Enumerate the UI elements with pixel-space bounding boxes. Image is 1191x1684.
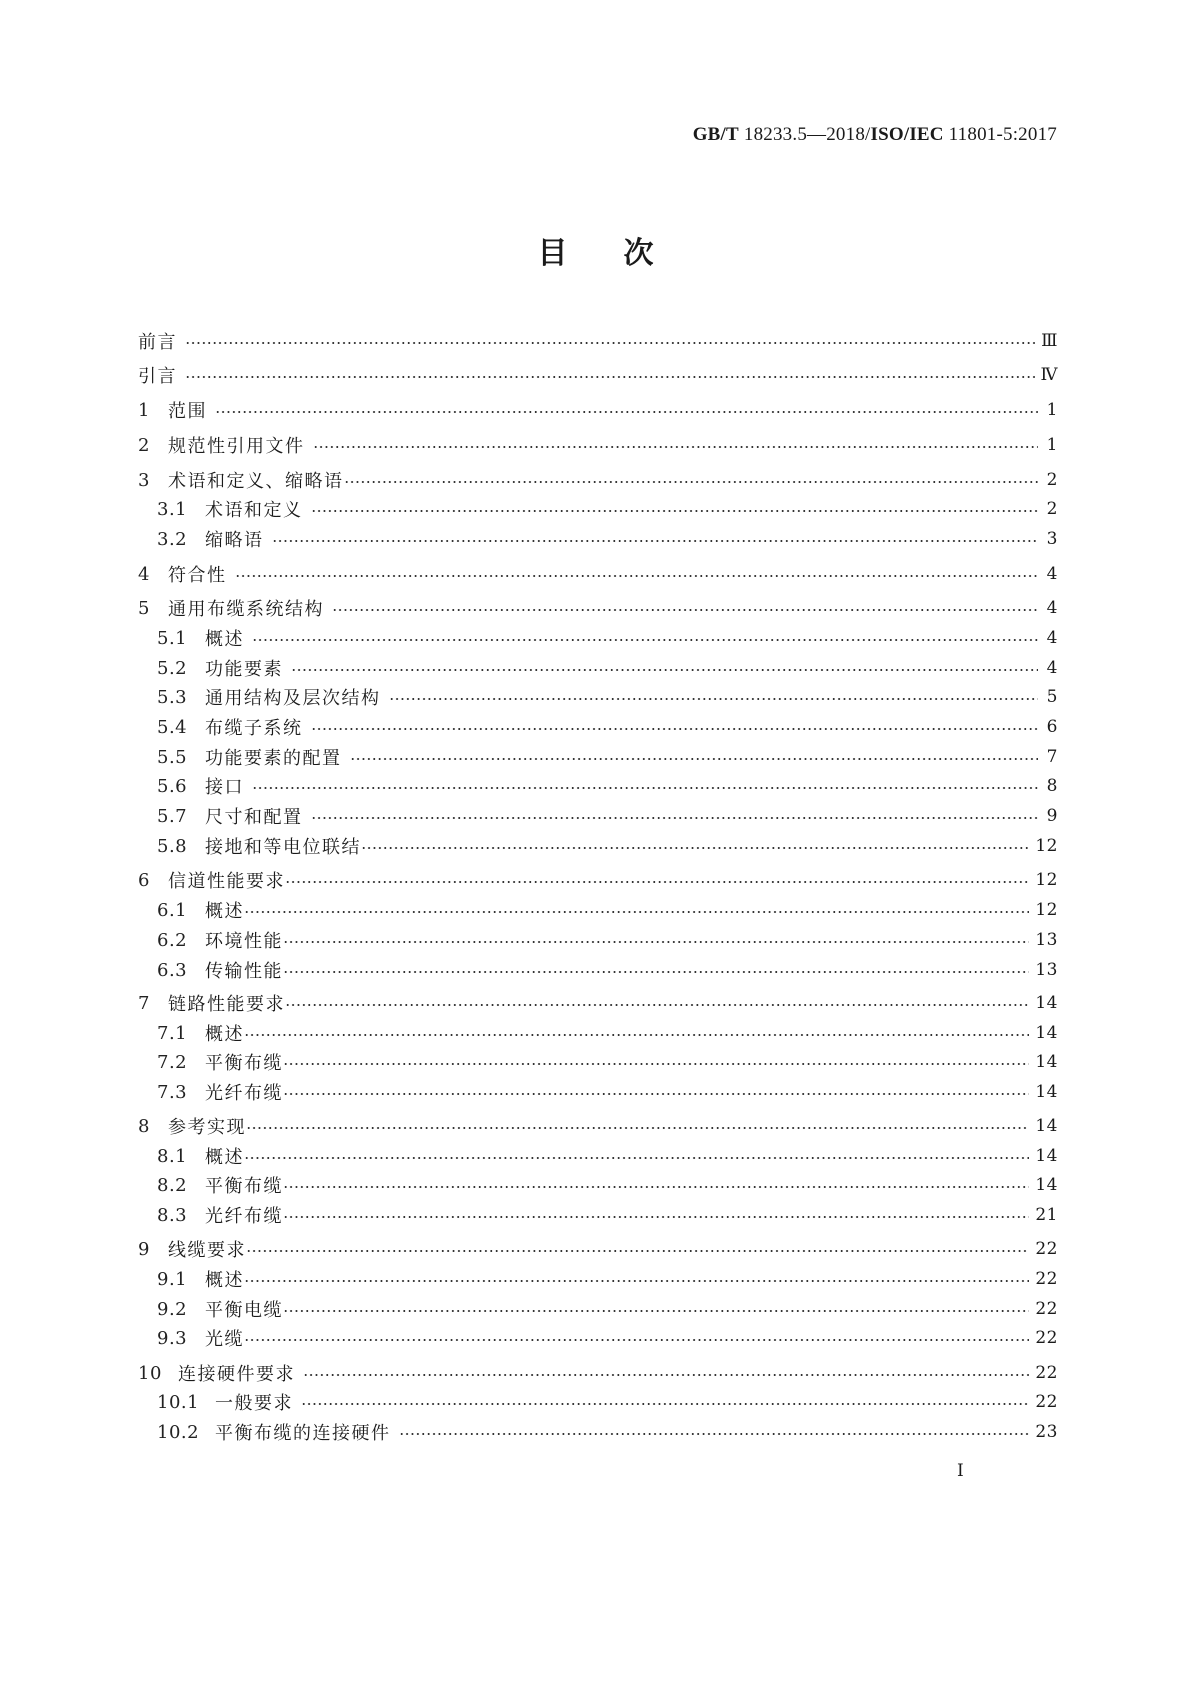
toc-entry-label: 信道性能要求 (168, 871, 285, 892)
toc-entry-label: 通用布缆系统结构 (168, 599, 324, 620)
toc-leader-dots (252, 639, 1038, 641)
toc-entry-label: 概述 (205, 1270, 244, 1291)
toc-leader-dots (246, 1250, 1029, 1252)
toc-entry-number: 5.8 (157, 835, 188, 857)
toc-entry-label: 布缆子系统 (205, 718, 303, 739)
toc-entry-page: 2 (1046, 499, 1058, 519)
toc-leader-dots (311, 817, 1039, 819)
toc-leader-dots (185, 342, 1035, 344)
page-title: 目次 (537, 236, 710, 271)
toc-entry-number: 6 (138, 869, 150, 891)
toc-entry-page: 12 (1035, 836, 1058, 856)
toc-leader-dots (272, 540, 1039, 542)
toc-entry-page: 14 (1035, 1023, 1058, 1043)
toc-entry[interactable] (138, 593, 1058, 623)
toc-leader-dots (311, 510, 1039, 512)
toc-entry-number: 9.2 (157, 1298, 188, 1320)
toc-entry[interactable] (138, 1294, 1058, 1324)
toc-entry[interactable] (138, 1323, 1058, 1353)
toc-entry-page: 14 (1035, 1082, 1058, 1102)
toc-entry-number: 9 (138, 1238, 150, 1260)
toc-entry[interactable] (138, 895, 1058, 925)
toc-entry[interactable] (138, 326, 1058, 356)
toc-entry-page: 22 (1035, 1269, 1058, 1289)
toc-entry-label: 缩略语 (205, 530, 264, 551)
toc-leader-dots (313, 446, 1039, 448)
toc-leader-dots (301, 1403, 1029, 1405)
toc-leader-dots (283, 1186, 1029, 1188)
toc-entry-number: 5.1 (157, 627, 188, 649)
toc-entry-page: 14 (1035, 1175, 1058, 1195)
standard-code-number: 18233.5—2018/ (738, 124, 871, 145)
toc-entry[interactable] (138, 465, 1058, 495)
toc-entry-number: 8.3 (157, 1204, 188, 1226)
toc-entry-page: Ⅳ (1040, 365, 1058, 385)
toc-leader-dots (389, 698, 1039, 700)
standard-code-iso: ISO/IEC (870, 124, 944, 145)
toc-entry-label: 接口 (205, 777, 244, 798)
toc-entry-page: 2 (1046, 470, 1058, 490)
toc-entry-number: 2 (138, 434, 150, 456)
toc-entry[interactable] (138, 1264, 1058, 1294)
toc-leader-dots (283, 1310, 1029, 1312)
toc-leader-dots (283, 1216, 1029, 1218)
toc-entry-number: 3.1 (157, 498, 188, 520)
toc-entry[interactable] (138, 988, 1058, 1018)
toc-entry[interactable] (138, 771, 1058, 801)
toc-entry-page: 1 (1046, 400, 1058, 420)
toc-leader-dots (246, 1127, 1029, 1129)
toc-entry-label: 链路性能要求 (168, 994, 285, 1015)
toc-leader-dots (361, 847, 1029, 849)
toc-entry-page: 14 (1035, 1116, 1058, 1136)
toc-entry-number: 5.3 (157, 686, 188, 708)
toc-leader-dots (285, 1004, 1029, 1006)
toc-entry[interactable] (138, 1018, 1058, 1048)
toc-entry-number: 5.4 (157, 716, 188, 738)
toc-entry[interactable] (138, 395, 1058, 425)
toc-entry-label: 环境性能 (205, 931, 283, 952)
toc-leader-dots (244, 911, 1029, 913)
toc-entry-number: 4 (138, 563, 150, 585)
toc-entry-label: 光纤布缆 (205, 1083, 283, 1104)
toc-entry-page: 22 (1035, 1328, 1058, 1348)
toc-entry-label: 概述 (205, 629, 244, 650)
toc-leader-dots (283, 971, 1029, 973)
toc-entry-page: 12 (1035, 900, 1058, 920)
toc-entry-label: 功能要素 (205, 659, 283, 680)
toc-entry-number: 7.1 (157, 1022, 188, 1044)
toc-entry-label: 概述 (205, 1024, 244, 1045)
toc-entry-number: 3.2 (157, 528, 188, 550)
toc-entry[interactable] (138, 1387, 1058, 1417)
toc-entry-label: 功能要素的配置 (205, 748, 342, 769)
toc-entry-number: 10.2 (157, 1421, 200, 1443)
toc-entry-number: 10.1 (157, 1391, 200, 1413)
toc-entry-label: 符合性 (168, 565, 227, 586)
toc-entry[interactable] (138, 1417, 1058, 1447)
toc-entry-page: 22 (1035, 1299, 1058, 1319)
toc-entry-label: 范围 (168, 401, 207, 422)
toc-entry-label: 前言 (138, 332, 177, 353)
toc-entry-label: 概述 (205, 901, 244, 922)
toc-entry-number: 8.2 (157, 1174, 188, 1196)
toc-entry-number: 3 (138, 469, 150, 491)
toc-leader-dots (252, 787, 1038, 789)
toc-entry-number: 6.2 (157, 929, 188, 951)
toc-leader-dots (350, 758, 1039, 760)
toc-entry-label: 接地和等电位联结 (205, 837, 361, 858)
toc-entry-page: 8 (1046, 776, 1058, 796)
toc-leader-dots (283, 941, 1029, 943)
toc-entry-label: 术语和定义 (205, 500, 303, 521)
toc-entry-page: 4 (1046, 628, 1058, 648)
toc-entry-page: 3 (1046, 529, 1058, 549)
toc-entry-label: 平衡布缆 (205, 1176, 283, 1197)
toc-entry-page: 1 (1046, 435, 1058, 455)
toc-leader-dots (235, 575, 1039, 577)
toc-entry-number: 5.6 (157, 775, 188, 797)
toc-entry-number: 1 (138, 399, 150, 421)
toc-entry-label: 规范性引用文件 (168, 436, 305, 457)
toc-leader-dots (291, 669, 1038, 671)
toc-entry[interactable] (138, 1234, 1058, 1264)
toc-entry-page: 14 (1035, 1146, 1058, 1166)
toc-entry-label: 参考实现 (168, 1117, 246, 1138)
toc-entry-label: 概述 (205, 1147, 244, 1168)
toc-entry[interactable] (138, 925, 1058, 955)
toc-entry[interactable] (138, 801, 1058, 831)
toc-leader-dots (244, 1034, 1029, 1036)
toc-entry-number: 7.2 (157, 1051, 188, 1073)
toc-entry-label: 平衡布缆 (205, 1053, 283, 1074)
toc-entry-page: 22 (1035, 1363, 1058, 1383)
toc-entry-number: 8.1 (157, 1145, 188, 1167)
toc-entry-label: 连接硬件要求 (178, 1364, 295, 1385)
toc-entry-number: 6.3 (157, 959, 188, 981)
toc-entry-label: 尺寸和配置 (205, 807, 303, 828)
toc-leader-dots (244, 1157, 1029, 1159)
toc-entry-page: 13 (1035, 930, 1058, 950)
toc-entry[interactable] (138, 494, 1058, 524)
toc-leader-dots (283, 1063, 1029, 1065)
toc-leader-dots (332, 609, 1038, 611)
standard-code-gbt: GB/T (692, 124, 739, 145)
toc-entry-label: 引言 (138, 366, 177, 387)
toc-leader-dots (399, 1433, 1030, 1435)
toc-entry[interactable] (138, 1200, 1058, 1230)
toc-leader-dots (215, 411, 1038, 413)
toc-leader-dots (285, 881, 1029, 883)
toc-entry[interactable] (138, 742, 1058, 772)
toc-leader-dots (244, 1339, 1029, 1341)
toc-entry[interactable] (138, 1358, 1058, 1388)
toc-leader-dots (185, 376, 1035, 378)
toc-entry[interactable] (138, 1077, 1058, 1107)
toc-entry-page: 5 (1046, 687, 1058, 707)
toc-entry-page: 21 (1035, 1205, 1058, 1225)
toc-entry-page: 9 (1046, 806, 1058, 826)
toc-entry-number: 7.3 (157, 1081, 188, 1103)
toc-entry[interactable] (138, 653, 1058, 683)
standard-number (693, 124, 1057, 146)
toc-entry-page: 7 (1046, 747, 1058, 767)
toc-entry-number: 7 (138, 992, 150, 1014)
toc-entry-label: 平衡电缆 (205, 1300, 283, 1321)
toc-entry-page: 4 (1046, 658, 1058, 678)
toc-entry-label: 平衡布缆的连接硬件 (215, 1423, 391, 1444)
toc-entry-page: 23 (1035, 1422, 1058, 1442)
toc-entry[interactable] (138, 1141, 1058, 1171)
toc-entry-page: 14 (1035, 1052, 1058, 1072)
toc-entry-page: 22 (1035, 1392, 1058, 1412)
toc-entry-page: 14 (1035, 993, 1058, 1013)
toc-entry-page: 12 (1035, 870, 1058, 890)
toc-leader-dots (283, 1093, 1029, 1095)
toc-entry-page: 6 (1046, 717, 1058, 737)
toc-entry-number: 9.1 (157, 1268, 188, 1290)
toc-entry-label: 一般要求 (215, 1393, 293, 1414)
toc-entry[interactable] (138, 955, 1058, 985)
toc-entry-label: 光缆 (205, 1329, 244, 1350)
toc-entry-number: 6.1 (157, 899, 188, 921)
toc-entry-page: Ⅲ (1041, 331, 1058, 351)
toc-entry-number: 5.2 (157, 657, 188, 679)
toc-entry-number: 5.5 (157, 746, 188, 768)
toc-entry[interactable] (138, 712, 1058, 742)
toc-entry[interactable] (138, 430, 1058, 460)
toc-entry-label: 术语和定义、缩略语 (168, 471, 344, 492)
page-number: I (957, 1461, 964, 1481)
toc-leader-dots (344, 481, 1039, 483)
toc-entry-label: 通用结构及层次结构 (205, 688, 381, 709)
toc-entry-number: 9.3 (157, 1327, 188, 1349)
toc-entry[interactable] (138, 1047, 1058, 1077)
toc-entry[interactable] (138, 623, 1058, 653)
toc-entry[interactable] (138, 1111, 1058, 1141)
toc-entry-page: 22 (1035, 1239, 1058, 1259)
toc-entry-label: 线缆要求 (168, 1240, 246, 1261)
toc-entry[interactable] (138, 682, 1058, 712)
toc-leader-dots (311, 728, 1039, 730)
toc-entry-page: 13 (1035, 960, 1058, 980)
toc-entry[interactable] (138, 831, 1058, 861)
toc-leader-dots (303, 1374, 1029, 1376)
toc-entry[interactable] (138, 360, 1058, 390)
toc-entry-number: 5.7 (157, 805, 188, 827)
toc-entry[interactable] (138, 559, 1058, 589)
toc-entry-label: 传输性能 (205, 961, 283, 982)
toc-entry-label: 光纤布缆 (205, 1206, 283, 1227)
toc-leader-dots (244, 1280, 1029, 1282)
toc-entry[interactable] (138, 1170, 1058, 1200)
toc-entry-page: 4 (1046, 564, 1058, 584)
standard-code-iso-number: 11801-5:2017 (943, 124, 1057, 145)
toc-entry-number: 5 (138, 597, 150, 619)
toc-entry-number: 8 (138, 1115, 150, 1137)
toc-entry[interactable] (138, 865, 1058, 895)
toc-entry-page: 4 (1046, 598, 1058, 618)
toc-entry-number: 10 (138, 1362, 162, 1384)
toc-entry[interactable] (138, 524, 1058, 554)
